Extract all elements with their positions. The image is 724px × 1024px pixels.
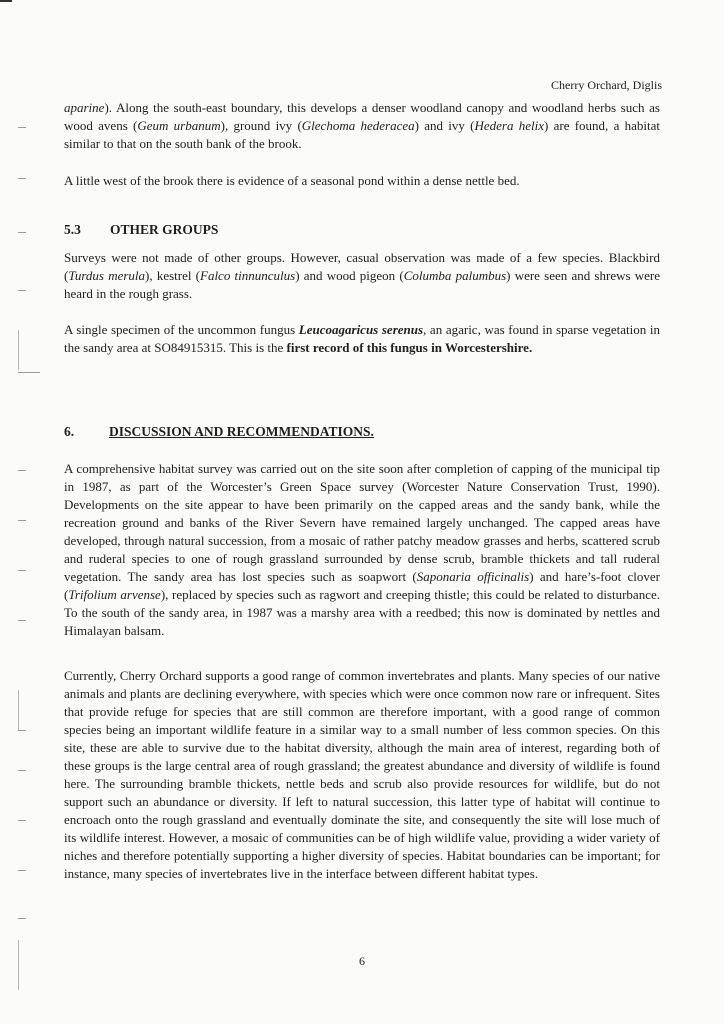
- margin-tick: [18, 620, 26, 621]
- margin-tick: [18, 232, 26, 233]
- text-run: Currently, Cherry Orchard supports a good range of common invertebrates and plants. Many species of our native animals and plants are declining everywhere, with species which were once common now rare or infrequent. Sites that provide refuge for species that are still common are therefore important, with a good range of common species being an important wildlife feature in a similar way to a small number of less common species. On this site, these are able to survive due to the habitat diversity, although the main area of interest, regarding both of these groups is the large central area of rough grassland; the greatest abundance and diversity of wildlife is found here. The surrounding bramble thickets, nettle beds and scrub also provide resources for wildlife, but do not support such an abundance or diversity. If left to natural succession, this latter type of habitat will continue to encroach onto the rough grassland and eventually dominate the site, and consequently the site will lose much of its wildlife interest. However, a mosaic of communities can be of high wildlife value, providing a wider variety of niches and therefore potentially supporting a higher diversity of species. Habitat boundaries can be important; for instance, many species of invertebrates live in the interface between different habitat types.: [64, 668, 660, 881]
- margin-tick: [18, 127, 26, 128]
- species-name: Leucoagaricus serenus: [298, 322, 424, 337]
- running-header: Cherry Orchard, Diglis: [551, 78, 662, 92]
- text-run: ) are found, a habitat similar to that on the south bank of the brook.: [64, 118, 660, 151]
- margin-tick: [18, 470, 26, 471]
- text-run: ) and ivy (: [414, 118, 475, 133]
- species-name: Glechoma hederacea: [301, 118, 415, 133]
- margin-tick: [18, 570, 26, 571]
- section-heading-5-3: [64, 222, 218, 238]
- species-name: Geum urbanum: [137, 118, 221, 133]
- text-run: A single specimen of the uncommon fungus: [64, 322, 299, 337]
- text-run: ) were seen and shrews were heard in the rough grass.: [64, 268, 660, 301]
- text-run: A little west of the brook there is evidence of a seasonal pond within a dense nettle bed.: [64, 173, 520, 188]
- text-run: ). Along the south-east boundary, this develops a denser woodland canopy and woodland herbs such as wood avens (: [64, 100, 660, 133]
- paragraph-seasonal-pond: [64, 172, 660, 190]
- species-name: Columba palumbus: [403, 268, 507, 283]
- margin-tick: [18, 870, 26, 871]
- paragraph-casual-observations: [64, 249, 660, 303]
- paragraph-fungus-record: [64, 321, 660, 357]
- section-title: DISCUSSION AND RECOMMENDATIONS.: [109, 424, 374, 439]
- text-run: ) and hare’s-foot clover (: [64, 569, 661, 602]
- paragraph-woodland-canopy: [64, 99, 660, 153]
- paragraph-current-status: [64, 667, 660, 883]
- text-run: , an agaric, was found in sparse vegetation in the sandy area at SO84915315. This is the: [64, 322, 660, 355]
- margin-tick: [18, 730, 26, 731]
- text-run: ), ground ivy (: [220, 118, 302, 133]
- margin-tick: [18, 820, 26, 821]
- section-number: 6.: [64, 424, 75, 439]
- species-name: Saponaria officinalis: [416, 569, 530, 584]
- text-run: ) and wood pigeon (: [295, 268, 404, 283]
- text-run: Surveys were not made of other groups. However, casual observation was made of a few species. Blackbird (: [64, 250, 660, 283]
- margin-tick: [18, 770, 26, 771]
- section-title: OTHER GROUPS: [110, 222, 219, 237]
- paragraph-habitat-survey: [64, 460, 660, 640]
- species-name: Falco tinnunculus: [200, 268, 296, 283]
- section-heading-6: [64, 424, 374, 440]
- species-name: aparine: [64, 100, 105, 115]
- scan-corner-mark: [0, 0, 12, 2]
- section-number: 5.3: [64, 222, 81, 237]
- binding-margin-line: [18, 330, 19, 370]
- margin-tick: [18, 520, 26, 521]
- margin-tick: [18, 918, 26, 919]
- margin-tick: [18, 290, 26, 291]
- species-name: Trifolium arvense: [68, 587, 161, 602]
- text-run: A comprehensive habitat survey was carried out on the site soon after completion of capping of the municipal tip in 1987, as part of the Worcester’s Green Space survey (Worcester Nature Conservation Trust, 1990). Developments on the site appear to have been primarily on the capped areas and the sandy bank, while the recreation ground and banks of the River Severn have remained largely unchanged. The capped areas have developed, through natural succession, from a mosaic of rather patchy meadow grasses and herbs, scattered scrub and ruderal species to one of rough grassland surrounded by dense scrub, bramble thickets and tall ruderal vegetation. The sandy area has lost species such as soapwort (: [64, 461, 660, 584]
- emphasis-text: first record of this fungus in Worcestershire.: [286, 340, 533, 355]
- page-number: 6: [359, 954, 365, 968]
- text-run: ), kestrel (: [145, 268, 200, 283]
- margin-tick: [18, 372, 40, 373]
- species-name: Turdus merula: [68, 268, 146, 283]
- margin-tick: [18, 178, 26, 179]
- species-name: Hedera helix: [474, 118, 544, 133]
- text-run: ), replaced by species such as ragwort and creeping thistle; this could be related to disturbance. To the south of the sandy area, in 1987 was a marshy area with a reedbed; this now is dominated by nettles and Himalayan balsam.: [64, 587, 660, 638]
- binding-margin-line: [18, 690, 19, 730]
